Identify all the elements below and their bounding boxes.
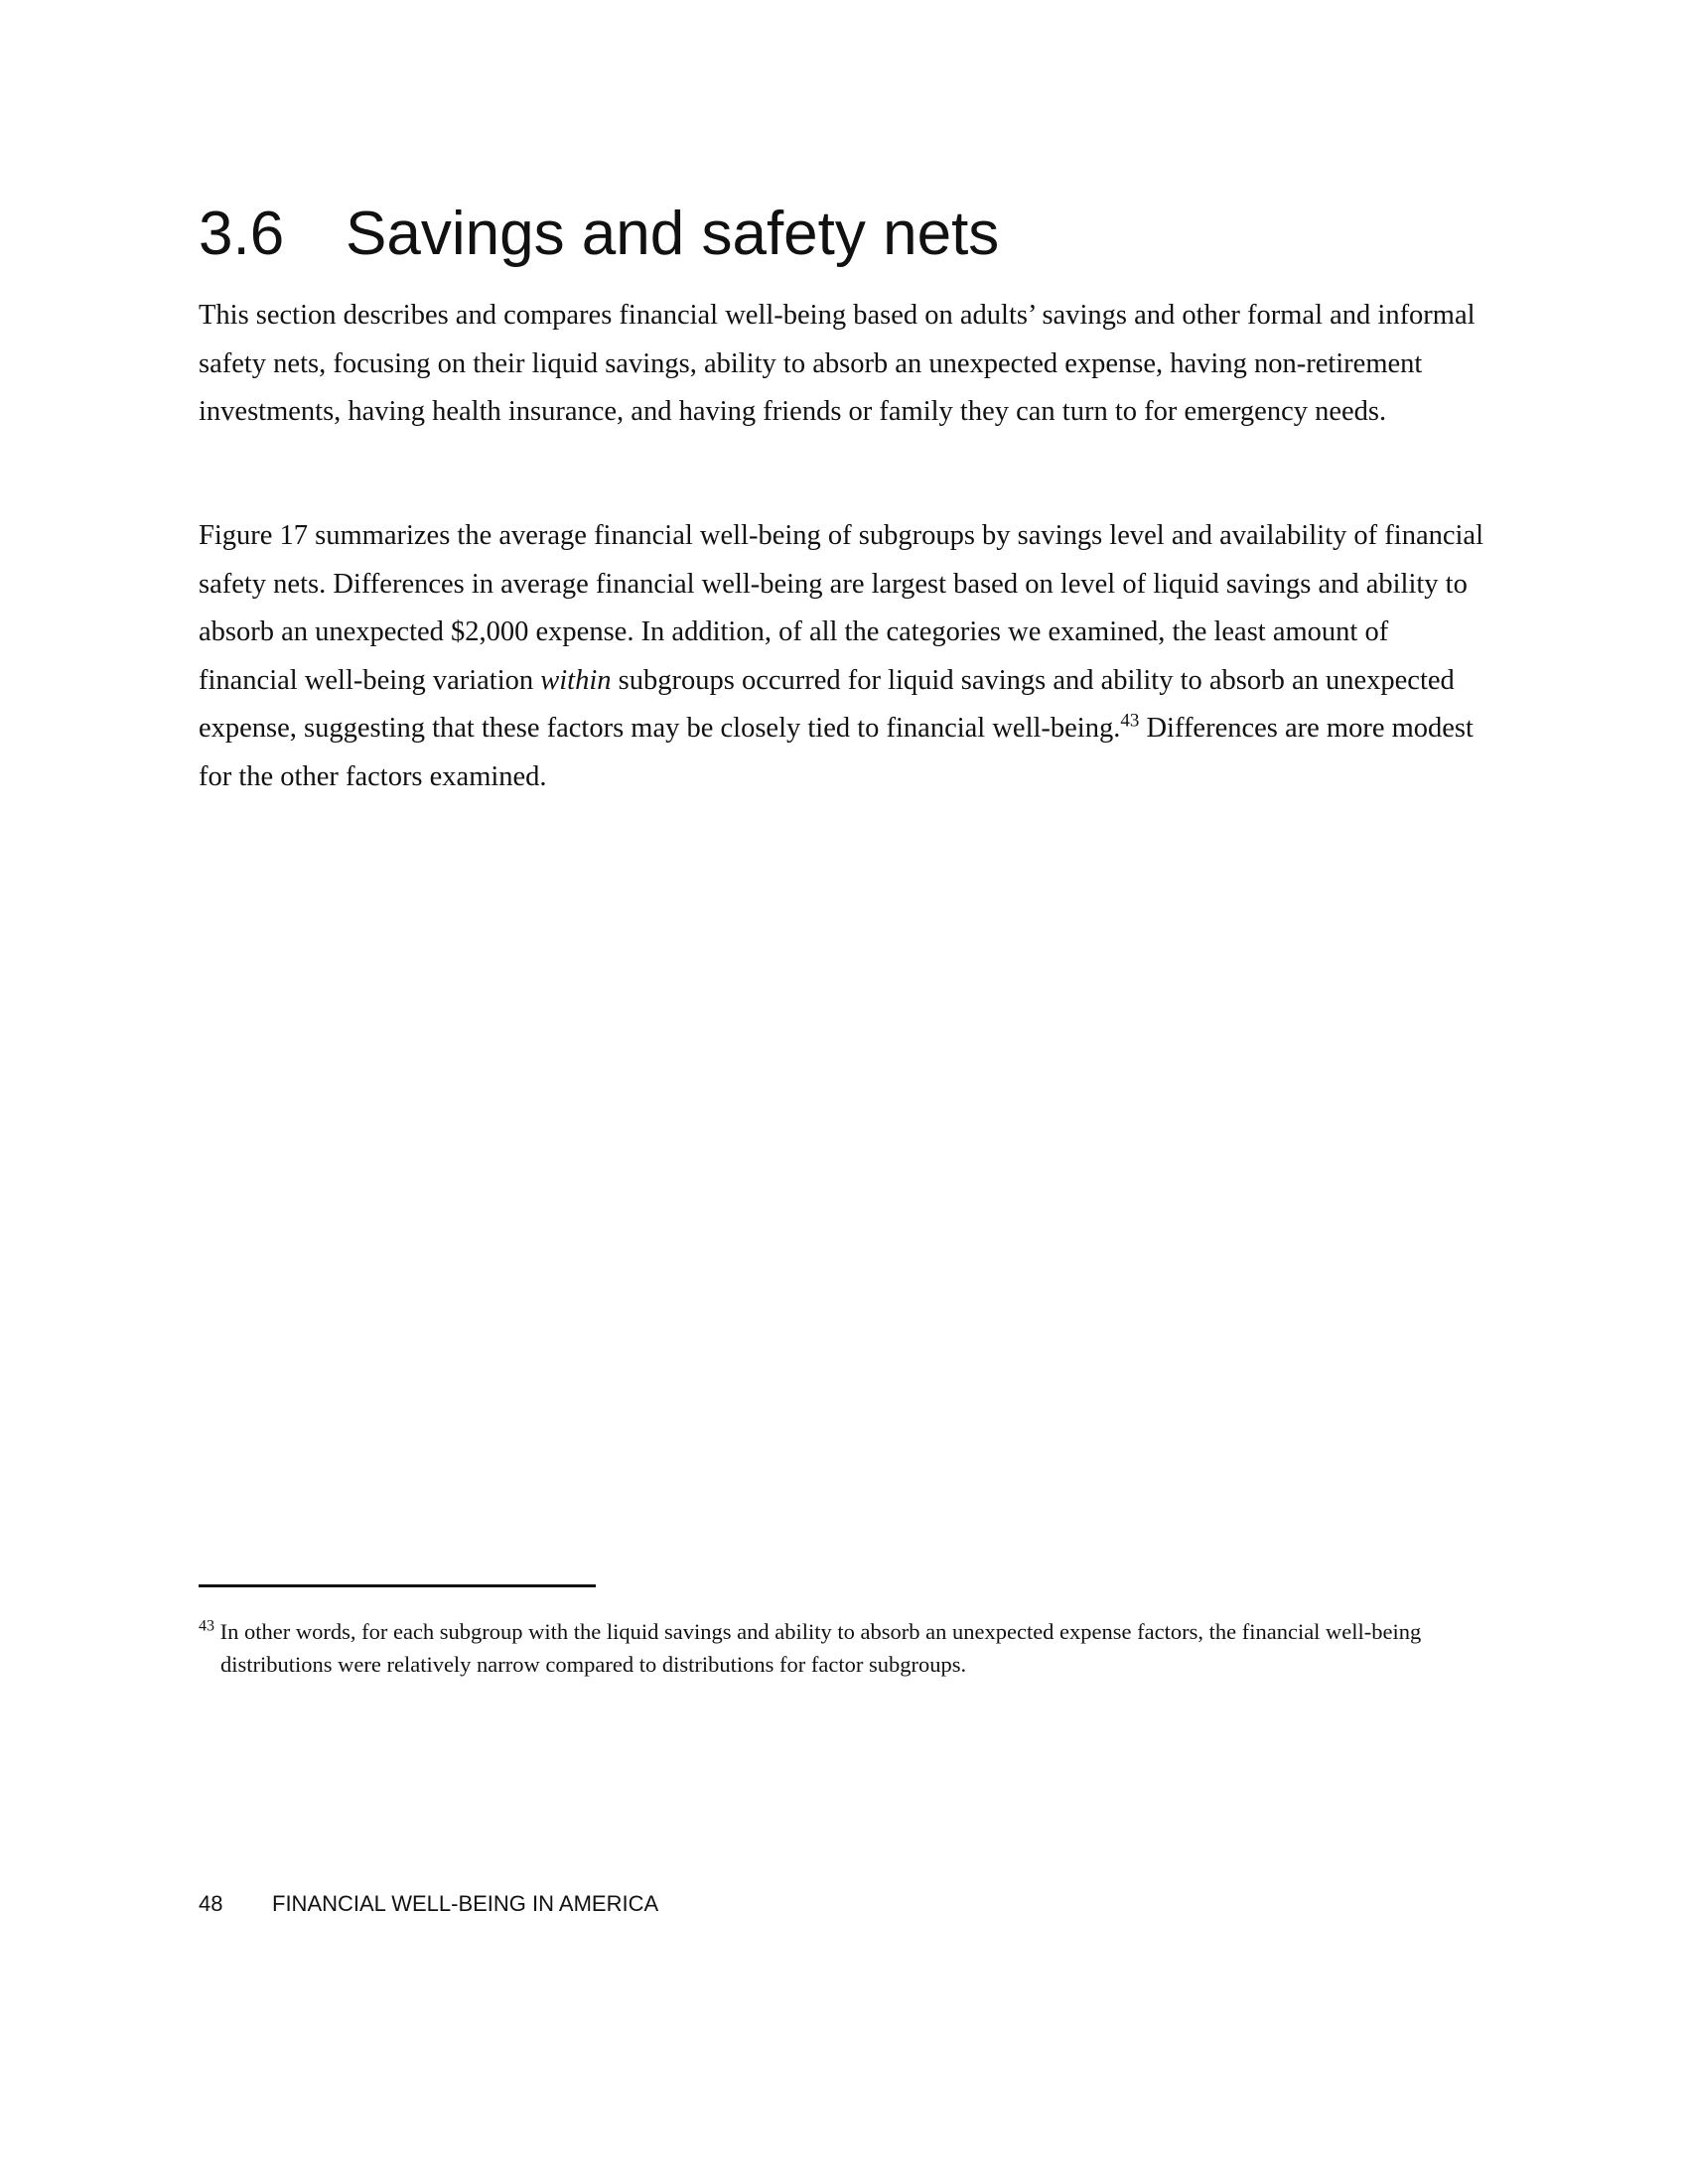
footnote-text: In other words, for each subgroup with the liquid savings and ability to absorb an unexpected expense factors, the financial well-being distributions were relatively narrow compared to distributions for factor subgroups. — [214, 1619, 1422, 1677]
running-title: FINANCIAL WELL-BEING IN AMERICA — [272, 1891, 659, 1916]
paragraph-2-text-c: Differences are more modest for the other factors examined. — [199, 713, 1474, 792]
emphasis-within: within — [540, 664, 612, 696]
section-heading — [199, 195, 999, 274]
paragraph-2-text-b: subgroups occurred for liquid savings and ability to absorb an unexpected expense, suggesting that these factors may be closely tied to financial well-being. — [199, 664, 1455, 744]
page-footer — [199, 1889, 658, 1919]
footnote-reference-43[interactable]: 43 — [1120, 710, 1140, 732]
body-paragraph-1: This section describes and compares financial well-being based on adults’ savings and other formal and informal safety nets, focusing on their liquid savings, ability to absorb an unexpected expense, having non-retirement investments, having health insurance, and having friends or family they can turn to for emergency needs. — [199, 300, 1476, 427]
footnote-mark: 43 — [199, 1617, 214, 1635]
footnote-divider — [199, 1584, 596, 1587]
section-title: Savings and safety nets — [346, 200, 1000, 268]
section-number: 3.6 — [199, 200, 285, 268]
body-paragraph-2 — [199, 512, 1489, 801]
page-number: 48 — [199, 1891, 223, 1916]
paragraph-2-text-a: Figure 17 summarizes the average financial well-being of subgroups by savings level and availability of financial safety nets. Differences in average financial well-being are largest based on level of liquid savings and ability to absorb an unexpected $2,000 expense. In addition, of all the categories we examined, the least amount of financial well-being variation — [199, 520, 1483, 696]
footnote-43 — [199, 1615, 1511, 1681]
